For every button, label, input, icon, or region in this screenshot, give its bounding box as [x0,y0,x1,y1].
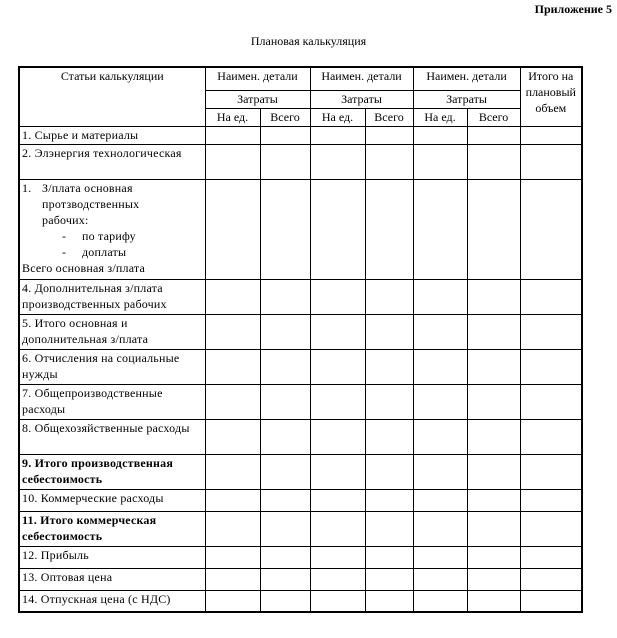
cell [467,546,520,568]
cell [365,384,413,419]
cell [260,349,310,384]
row-label: 5. Итого основная и дополнительная з/плата [19,314,205,349]
cell [205,144,260,179]
header-detail-1: Наимен. детали [205,67,310,90]
cell [520,419,582,454]
header-per-unit-3: На ед. [413,108,467,126]
cell [365,454,413,489]
row-label: 1. Сырье и материалы [19,126,205,144]
header-costs-2: Затраты [310,90,413,108]
cell [260,454,310,489]
table-row [19,419,582,454]
table-row [19,454,582,489]
header-total-2: Всего [365,108,413,126]
cell [520,144,582,179]
row-label-production-cost: 9. Итого производственная себестоимость [19,454,205,489]
cell [205,546,260,568]
header-detail-2: Наимен. детали [310,67,413,90]
wages-sub-extra: - доплаты [62,244,127,259]
cell [413,590,467,612]
row-label: 7. Общепроизводственные расходы [19,384,205,419]
cell [205,384,260,419]
row-label: 14. Отпускная цена (с НДС) [19,590,205,612]
cell [205,489,260,511]
table-row [19,489,582,511]
cell [520,489,582,511]
cell [260,144,310,179]
cell [520,568,582,590]
table-row [19,546,582,568]
wages-line-3: рабочих: [42,212,89,227]
cell [520,454,582,489]
cell [310,384,365,419]
appendix-label: Приложение 5 [534,2,612,16]
cell [413,568,467,590]
cell [467,179,520,279]
cell [260,489,310,511]
cell [467,279,520,314]
cell [205,126,260,144]
cell [365,126,413,144]
cell [413,419,467,454]
cell [260,419,310,454]
cell [467,144,520,179]
cell [520,279,582,314]
cell [520,590,582,612]
cell [205,179,260,279]
cell [413,454,467,489]
cell [260,279,310,314]
cell [413,546,467,568]
cell [467,454,520,489]
cell [365,511,413,546]
cell [205,279,260,314]
cell [205,314,260,349]
cell [413,384,467,419]
cell [310,511,365,546]
cell [413,279,467,314]
cell [260,384,310,419]
calculation-table [18,66,583,613]
cell [310,314,365,349]
header-total-3: Всего [467,108,520,126]
header-detail-3: Наимен. детали [413,67,520,90]
cell [467,419,520,454]
cell [365,546,413,568]
cell [310,590,365,612]
cell [365,144,413,179]
cell [260,179,310,279]
row-label-commercial-cost: 11. Итого коммерческая себестоимость [19,511,205,546]
cell [260,126,310,144]
document-title: Плановая калькуляция [250,34,367,48]
cell [365,314,413,349]
cell [205,511,260,546]
cell [520,179,582,279]
cell [365,568,413,590]
header-costs-1: Затраты [205,90,310,108]
row-label: 8. Общехозяйственные расходы [19,419,205,454]
cell [520,314,582,349]
wages-line-1: 1. З/плата основная [22,180,133,195]
cell [260,314,310,349]
header-per-unit-2: На ед. [310,108,365,126]
cell [310,454,365,489]
cell [520,511,582,546]
cell [310,349,365,384]
cell [520,349,582,384]
table-row [19,384,582,419]
cell [260,546,310,568]
cell [413,314,467,349]
table-row [19,511,582,546]
row-label-wages [19,179,205,279]
table-row [19,144,582,179]
cell [365,419,413,454]
cell [520,126,582,144]
header-total-1: Всего [260,108,310,126]
wages-line-2: протзводственных [42,196,140,211]
table-row [19,590,582,612]
cell [467,511,520,546]
cell [365,349,413,384]
cell [310,546,365,568]
cell [310,568,365,590]
wages-total: Всего основная з/плата [22,260,146,275]
cell [260,511,310,546]
cell [310,419,365,454]
row-label: 2. Элэнергия технологическая [19,144,205,179]
row-label: 13. Оптовая цена [19,568,205,590]
cell [520,384,582,419]
table-row [19,126,582,144]
table-row [19,349,582,384]
table-row [19,314,582,349]
cell [205,568,260,590]
cell [467,489,520,511]
header-per-unit-1: На ед. [205,108,260,126]
cell [467,349,520,384]
cell [413,179,467,279]
row-label: 4. Дополнительная з/плата производственных рабочих [19,279,205,314]
header-costs-3: Затраты [413,90,520,108]
table-row [19,179,582,279]
cell [467,384,520,419]
cell [413,126,467,144]
row-label: 12. Прибыль [19,546,205,568]
row-label: 10. Коммерческие расходы [19,489,205,511]
cell [467,568,520,590]
cell [205,349,260,384]
cell [467,126,520,144]
cell [413,144,467,179]
cell [205,590,260,612]
table-row [19,279,582,314]
header-items: Статьи калькуляции [19,67,205,126]
cell [365,179,413,279]
cell [310,489,365,511]
table-row [19,568,582,590]
cell [310,144,365,179]
cell [413,349,467,384]
cell [365,279,413,314]
cell [365,489,413,511]
cell [310,126,365,144]
header-plan-total: Итого на плановый объем [520,67,582,126]
cell [365,590,413,612]
cell [467,590,520,612]
row-label: 6. Отчисления на социальные нужды [19,349,205,384]
cell [260,568,310,590]
cell [310,179,365,279]
cell [310,279,365,314]
wages-sub-tariff: - по тарифу [62,228,136,243]
cell [413,489,467,511]
cell [205,454,260,489]
cell [520,546,582,568]
cell [260,590,310,612]
cell [205,419,260,454]
cell [467,314,520,349]
cell [413,511,467,546]
header-row-1 [19,67,582,90]
